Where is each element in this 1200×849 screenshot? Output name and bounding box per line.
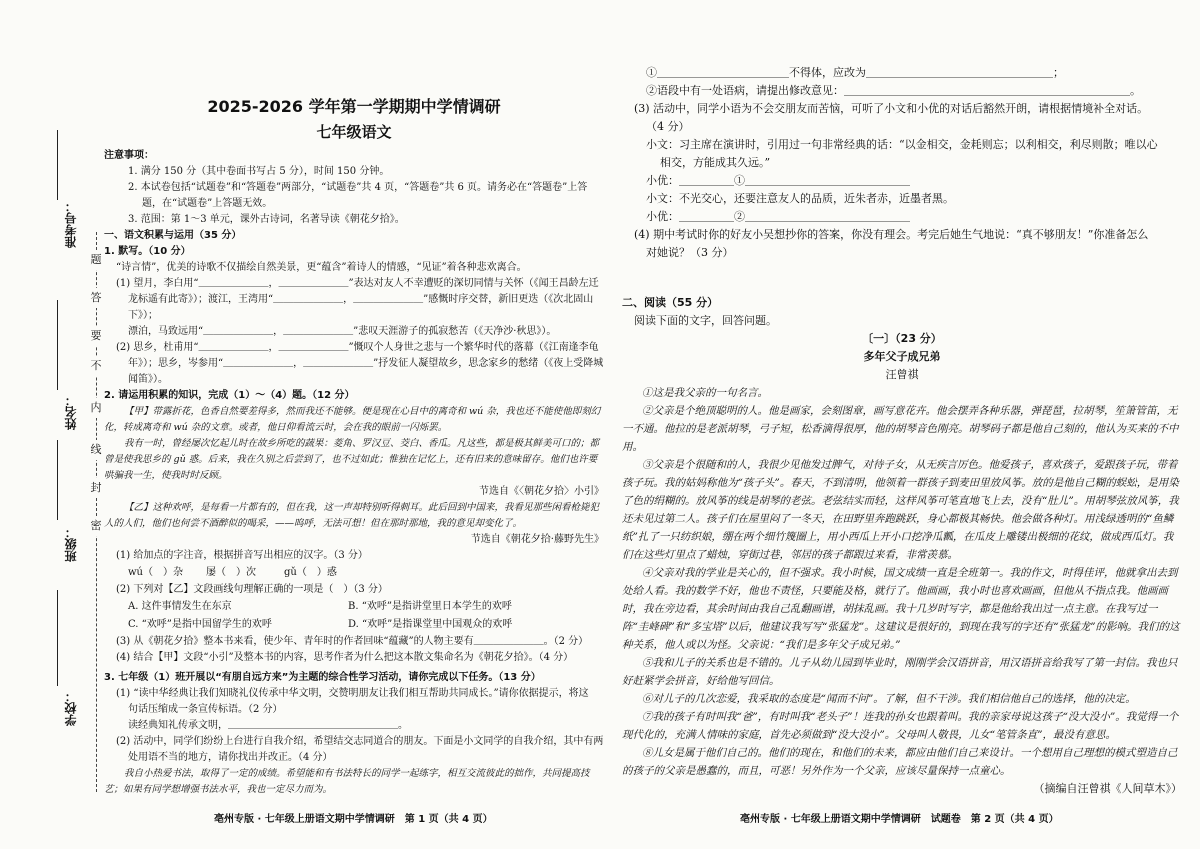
section-2-heading: 二、阅读（55 分） (622, 296, 719, 309)
dialog-line: 小文：不光交心，还要注意友人的品质，近朱者赤，近墨者黑。 (646, 192, 954, 205)
essay-paragraph: ④父亲对我的学业是关心的，但不强求。我小时候，国文成绩一直是全班第一。我的作文，时得佳评，他就拿出去到处给人看。我的数学不好，他也不责怪，只要能及格，就行了。他画画，我小时也喜欢画画，但他从不指点我。他画画时，我在旁边看，其余时间由我自己乱翻画谱，胡抹乱画。我十几岁时写字，都是他给我出过一点主意。在我写过一阵“圭峰碑”和“多宝塔”以后，他建议我写写“张猛龙”。这建议是很好的，到现在我写的字还有“张猛龙”的影响。我们的这种关系，他人或以为怪。父亲说：“我们是多年父子成兄弟。” (622, 567, 1180, 651)
source-yi: 节选自《朝花夕拾·藤野先生》 (470, 534, 604, 545)
q3-part1-cont: 句话压缩成一条宣传标语。（2 分） (128, 704, 283, 715)
q2-part1-items (104, 564, 604, 582)
seal-char: 答 (86, 288, 106, 308)
q2-part1: (1) 给加点的字注音，根据拼音写出相应的汉字。（3 分） (116, 550, 368, 561)
q1-part2: (2) 思乡，杜甫用“＿＿＿＿＿＿＿，＿＿＿＿＿＿＿”慨叹个人身世之悲与一个繁华时代的落幕（《江南逢李龟 (116, 342, 599, 353)
name-label: 姓名： (64, 394, 78, 430)
option-d[interactable]: D. “欢呼”是指课堂里中国观众的欢呼 (348, 619, 513, 630)
q2-part2: (2) 下列对【乙】文段画线句理解正确的一项是（ ）（3 分） (116, 584, 388, 595)
q3-part4: (4) 期中考试时你的好友小吴想抄你的答案，你没有理会。考完后她生气地说：“真不够朋友！”你准备怎么 (634, 228, 1149, 241)
q3-part4-cont: 对她说？（3 分） (646, 246, 734, 259)
essay-source: （摘编自汪曾祺《人间草木》） (1033, 782, 1182, 795)
school-line (57, 590, 58, 686)
q3-part3: (3) 活动中，同学小语为不会交朋友而苦恼，可听了小文和小优的对话后豁然开朗，请根据情境补全对话。 (634, 102, 1149, 115)
essay-paragraph: ⑦我的孩子有时叫我“爸”，有时叫我“老头子”！连我的孙女也跟着叫。我的亲家母说这孩子“没大没小”。我觉得一个现代化的，充满人情味的家庭，首先必须做到“没大没小”。父母叫人敬畏，儿女“笔管条直”，最没有意思。 (622, 711, 1179, 741)
option-a[interactable]: A. 这件事情发生在东京 (128, 601, 232, 612)
section-2-intro: 阅读下面的文字，回答问题。 (634, 314, 777, 327)
q3-part2-cont: 处用语不当的地方，请你找出并改正。（4 分） (128, 752, 333, 763)
section-1-heading: 一、语文积累与运用（35 分） (104, 230, 242, 241)
essay-paragraph: ⑥对儿子的几次恋爱，我采取的态度是“闻而不问”。了解，但不干涉。我们相信他自己的选择，他的决定。 (642, 693, 1136, 705)
seal-char: 密 (86, 516, 106, 536)
q3-part3-score: （4 分） (646, 120, 690, 133)
notice-item: 3. 范围：第 1～3 单元，课外古诗词，名著导读《朝花夕拾》。 (128, 214, 405, 225)
essay-paragraph: ③父亲是个很随和的人，我很少见他发过脾气，对待子女，从无疾言厉色。他爱孩子，喜欢孩子，爱跟孩子玩，带着孩子玩。我的姑妈称他为“孩子头”。春天，不到清明，他领着一群孩子到麦田里放风筝。放的是他自己糊的蜈蚣，是用染了色的绢糊的。放风筝的线是胡琴的老弦。老弦结实而轻，这样风筝可笔直地飞上去，没有“肚儿”。用胡琴弦放风筝，我还未见过第二人。孩子们在屋里闷了一冬天，在田野里奔跑跳跃，身心都极其畅快。他会做各种灯。用浅绿透明的“鱼鳞纸”扎了一只纺织娘，绷在两个细竹篾圈上，用小西瓜上开小口挖净瓜瓤，在瓜皮上雕镂出极细的花纹，做成西瓜灯。我们在这些灯里点了蜡烛，穿街过巷，邻居的孩子都跟过来看，非常羡慕。 (622, 459, 1179, 561)
exam-subtitle: 七年级语文 (316, 123, 392, 141)
footer-page-1: 亳州专版 · 七年级上册语文期中学情调研 第 1 页（共 4 页） (214, 814, 493, 825)
essay-paragraph: ⑤我和儿子的关系也是不错的。儿子从幼儿园到毕业时，刚刚学会汉语拼音，用汉语拼音给我写了第一封信。我也只好赶紧学会拼音，好给他写回信。 (622, 657, 1178, 687)
q1-part1: (1) 望月，李白用“＿＿＿＿＿＿＿，＿＿＿＿＿＿＿”表达对友人不幸遭贬的深切同情与关怀（《闻王昌龄左迁 (116, 278, 599, 289)
exam-title: 2025-2026 学年第一学期期中学情调研 (207, 97, 501, 116)
pinyin-item[interactable]: 屡（ ）次 (206, 567, 256, 578)
q2-part4: (4) 结合【甲】文段“小引”及整本书的内容，思考作者为什么把这本散文集命名为《朝花夕拾》。（4 分） (116, 652, 574, 663)
question-3: 3. 七年级（1）班开展以“有朋自远方来”为主题的综合性学习活动，请你完成以下任务。（13 分） (104, 672, 541, 683)
name-line (57, 300, 58, 390)
pinyin-item[interactable]: wú（ ）杂 (128, 567, 183, 578)
q3-sub-2: ②语段中有一处语病，请提出修改意见：＿＿＿＿＿＿＿＿＿＿＿＿＿＿＿＿＿＿＿＿＿＿＿＿＿＿。 (646, 84, 1141, 97)
part-1-heading: 〔一〕（23 分） (862, 332, 942, 345)
essay-paragraph: ⑧儿女是属于他们自己的。他们的现在，和他们的未来，都应由他们自己来设计。一个想用自己理想的模式塑造自己的孩子的父亲是愚蠢的，而且，可恶！另外作为一个父亲，应该尽量保持一点童心。 (622, 747, 1178, 777)
exam-no-line (57, 130, 58, 200)
seal-char: 不 (86, 356, 106, 376)
essay-paragraph: ②父亲是个绝顶聪明的人。他是画家，会刻图章，画写意花卉。他会摆弄各种乐器，弹琵琶，拉胡琴，笙箫管笛，无一不通。他拉的是老派胡琴，弓子短，松香滴得很厚，他的胡琴音色刚亮。胡琴码子都是他自己刻的，他认为买来的不中用。 (622, 405, 1179, 453)
dialog-line: 小优：＿＿＿＿＿①＿＿＿＿＿＿＿＿＿＿＿＿＿＿＿ (646, 174, 910, 187)
q1-part2-cont: 年》）；思乡，岑参用“＿＿＿＿＿＿＿，＿＿＿＿＿＿＿”抒发征人凝望故乡，思念家乡的愁绪（《夜上受降城 (128, 358, 604, 369)
essay-title: 多年父子成兄弟 (863, 350, 941, 363)
option-b[interactable]: B. “欢呼”是指讲堂里日本学生的欢呼 (348, 601, 512, 612)
question-1: 1. 默写。（10 分） (104, 246, 191, 257)
notice-item: 2. 本试卷包括“试题卷”和“答题卷”两部分，“试题卷”共 4 页，“答题卷”共 6 页。请务必在“答题卷”上答 (128, 182, 588, 193)
seal-char: 封 (86, 478, 106, 498)
notice-item: 1. 满分 150 分（其中卷面书写占 5 分），时间 150 分钟。 (128, 166, 390, 177)
q1-intro: “诗言情”，优美的诗歌不仅描绘自然美景，更“蕴含”着诗人的情感，“见证”着各种悲欢离合。 (116, 262, 527, 273)
notice-heading: 注意事项： (104, 150, 154, 161)
left-column (104, 68, 604, 798)
class-line (57, 440, 58, 520)
q2-part3: (3) 从《朝花夕拾》整本书来看，使少年、青年时的作者回味“蕴藏”的人物主要有＿＿＿＿＿＿＿。（2 分） (116, 636, 589, 647)
pinyin-item[interactable]: gǔ（ ）惑 (284, 567, 337, 578)
dialog-line: 小优：＿＿＿＿＿②＿＿＿＿＿＿＿＿＿＿＿＿＿＿＿ (646, 210, 910, 223)
class-label: 班级： (64, 526, 78, 562)
q1-part2-cont: 闻笛》）。 (128, 374, 168, 385)
q3-part1: (1) “读中华经典让我们知晓礼仪传承中华文明，交赞明朋友让我们相互帮助共同成长。”请你依据提示，将这 (116, 688, 589, 699)
seal-char: 线 (86, 440, 106, 460)
seal-line (96, 232, 97, 792)
essay-author: 汪曾祺 (885, 368, 919, 381)
essay-paragraph: ①这是我父亲的一句名言。 (642, 387, 768, 399)
q3-part1-answer: 读经典知礼传承文明，＿＿＿＿＿＿＿＿＿＿＿＿＿＿＿＿＿。 (128, 720, 408, 731)
q3-sub-1: ①＿＿＿＿＿＿＿＿＿＿＿＿不得体，应改为＿＿＿＿＿＿＿＿＿＿＿＿＿＿＿＿＿； (646, 66, 1064, 79)
seal-char: 要 (86, 326, 106, 346)
q1-part1-cont: 漂泊，马致远用“＿＿＿＿＿＿＿，＿＿＿＿＿＿＿”悲叹天涯游子的孤寂愁苦（《天净沙·秋思》）。 (128, 326, 557, 337)
seal-char: 题 (86, 250, 106, 270)
right-column (622, 64, 1182, 798)
exam-no-label: 准考号： (64, 200, 78, 248)
notice-item: 题，在“试题卷”上答题无效。 (142, 198, 273, 209)
dialog-line: 小文：习主席在演讲时，引用过一句非常经典的话：“以金相交，金耗则忘；以利相交，利尽则散；唯以心 (646, 138, 1158, 151)
intro-passage: 我自小热爱书法，取得了一定的成绩。希望能和有书法特长的同学一起练字，相互交流彼此的拙作，共同提高技艺；如果有同学想增强书法水平，我也一定尽力而为。 (104, 768, 590, 795)
school-label: 学校： (64, 690, 78, 726)
passage-jia-2: 我有一时，曾经屡次忆起儿时在故乡所吃的蔬果：菱角、罗汉豆、茭白、香瓜。凡这些，都是极其鲜美可口的；都曾是使我思乡的 gǔ 惑。后来，我在久别之后尝到了，也不过如此；惟独在记忆上，还有旧来的意味留存。他们也许要哄骗我一生，使我时时反顾。 (104, 438, 600, 481)
q1-part1-cont: 龙标遥有此寄》）；渡江，王湾用“＿＿＿＿＿＿＿，＿＿＿＿＿＿＿”感慨时序交替，新旧更迭（《次北固山下》）； (128, 294, 594, 321)
option-c[interactable]: C. “欢呼”是指中国留学生的欢呼 (128, 619, 272, 630)
footer-page-2: 亳州专版 · 七年级上册语文期中学情调研 试题卷 第 2 页（共 4 页） (740, 814, 1059, 825)
passage-yi: 【乙】这种欢呼，是每看一片都有的，但在我，这一声却特别听得刺耳。此后回到中国来，我看见那些闲看枪毙犯人的人们，他们也何尝不酒醉似的喝采，——呜呼，无法可想！但在那时那地，我的意见却变化了。 (104, 502, 600, 529)
q2-options-row (104, 598, 604, 616)
passage-jia: 【甲】带露折花，色香自然要差得多，然而我还不能够。便是现在心目中的离奇和 wú 杂，我也还不能使他即刻幻化，转成离奇和 wú 杂的文章。或者，他日仰看流云时，会在我的眼前一闪烁罢。 (104, 406, 601, 433)
q3-part2: (2) 活动中，同学们纷纷上台进行自我介绍，希望结交志同道合的朋友。下面是小文同学的自我介绍，其中有两 (116, 736, 604, 747)
seal-char: 内 (86, 398, 106, 418)
dialog-line: 相交，方能成其久远。” (660, 156, 771, 169)
q2-options-row (104, 616, 604, 634)
binding-strip (0, 0, 104, 849)
source-jia: 节选自《〈朝花夕拾〉小引》 (479, 486, 604, 497)
question-2: 2. 请运用积累的知识，完成（1）～（4）题。（12 分） (104, 390, 355, 401)
